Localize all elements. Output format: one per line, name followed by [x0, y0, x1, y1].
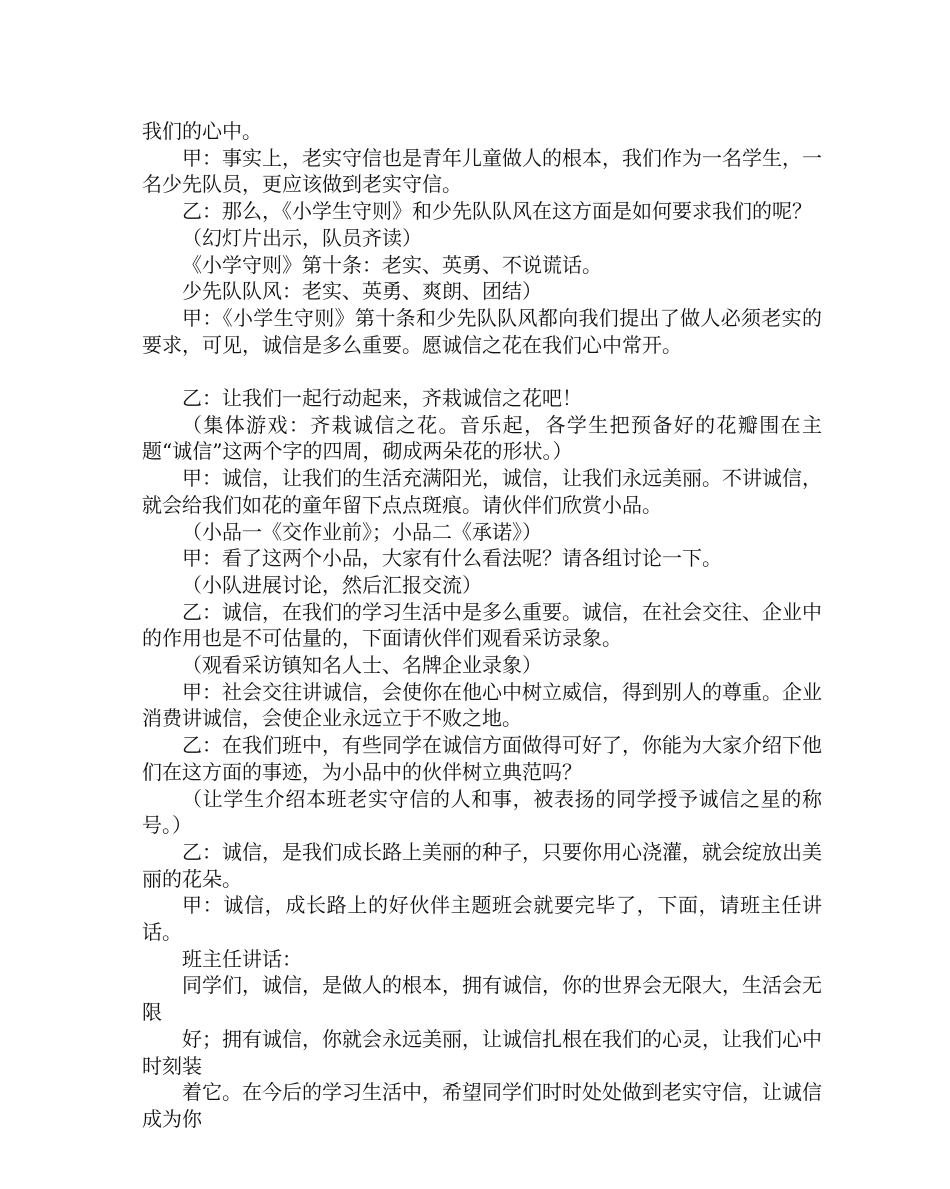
paragraph-14: 乙：诚信，在我们的学习生活中是多么重要。诚信，在社会交往、企业中的作用也是不可估量的，下面请伙伴们观看采访录象。 — [142, 599, 822, 651]
paragraph-11: （小品一《交作业前》；小品二《承诺》） — [182, 519, 542, 544]
document-page — [142, 118, 822, 1133]
paragraph-15: （观看采访镇知名人士、名牌企业录象） — [182, 653, 542, 678]
paragraph-5: 《小学守则》第十条：老实、英勇、不说谎话。 — [182, 252, 602, 277]
blank-line — [142, 358, 822, 385]
paragraph-3: 乙：那么，《小学生守则》和少先队队风在这方面是如何要求我们的呢？ — [182, 199, 812, 224]
paragraph-12: 甲：看了这两个小品，大家有什么看法呢？请各组讨论一下。 — [182, 546, 722, 571]
paragraph-6: 少先队队风：老实、英勇、爽朗、团结） — [182, 279, 542, 304]
paragraph-18: （让学生介绍本班老实守信的人和事，被表扬的同学授予诚信之星的称号。） — [142, 786, 822, 838]
paragraph-22: 同学们，诚信，是做人的根本，拥有诚信，你的世界会无限大，生活会无限 — [142, 973, 822, 1025]
paragraph-7: 甲：《小学生守则》第十条和少先队队风都向我们提出了做人必须老实的要求，可见，诚信是多么重要。愿诚信之花在我们心中常开。 — [142, 305, 822, 357]
paragraph-9: （集体游戏：齐栽诚信之花。音乐起，各学生把预备好的花瓣围在主题“诚信”这两个字的四周，砌成两朵花的形状。） — [142, 412, 822, 464]
paragraph-19: 乙：诚信，是我们成长路上美丽的种子，只要你用心浇灌，就会绽放出美丽的花朵。 — [142, 839, 822, 891]
paragraph-24: 着它。在今后的学习生活中，希望同学们时时处处做到老实守信，让诚信成为你 — [142, 1080, 822, 1131]
paragraph-16: 甲：社会交往讲诚信，会使你在他心中树立威信，得到别人的尊重。企业消费讲诚信，会使企业永远立于不败之地。 — [142, 679, 822, 731]
paragraph-8: 乙：让我们一起行动起来，齐栽诚信之花吧！ — [182, 386, 582, 411]
paragraph-10: 甲：诚信，让我们的生活充满阳光，诚信，让我们永远美丽。不讲诚信，就会给我们如花的童年留下点点斑痕。请伙伴们欣赏小品。 — [142, 466, 822, 517]
paragraph-4: （幻灯片出示，队员齐读） — [182, 225, 422, 250]
paragraph-23: 好；拥有诚信，你就会永远美丽，让诚信扎根在我们的心灵，让我们心中时刻装 — [142, 1026, 822, 1078]
paragraph-1: 我们的心中。 — [142, 119, 262, 143]
paragraph-2: 甲：事实上，老实守信也是青年儿童做人的根本，我们作为一名学生，一名少先队员，更应该做到老实守信。 — [142, 145, 822, 197]
paragraph-13: （小队进展讨论，然后汇报交流） — [182, 572, 482, 597]
paragraph-21: 班主任讲话： — [182, 946, 302, 971]
paragraph-17: 乙：在我们班中，有些同学在诚信方面做得可好了，你能为大家介绍下他们在这方面的事迹，为小品中的伙伴树立典范吗？ — [142, 733, 822, 784]
paragraph-20: 甲：诚信，成长路上的好伙伴主题班会就要完毕了，下面，请班主任讲话。 — [142, 893, 822, 945]
